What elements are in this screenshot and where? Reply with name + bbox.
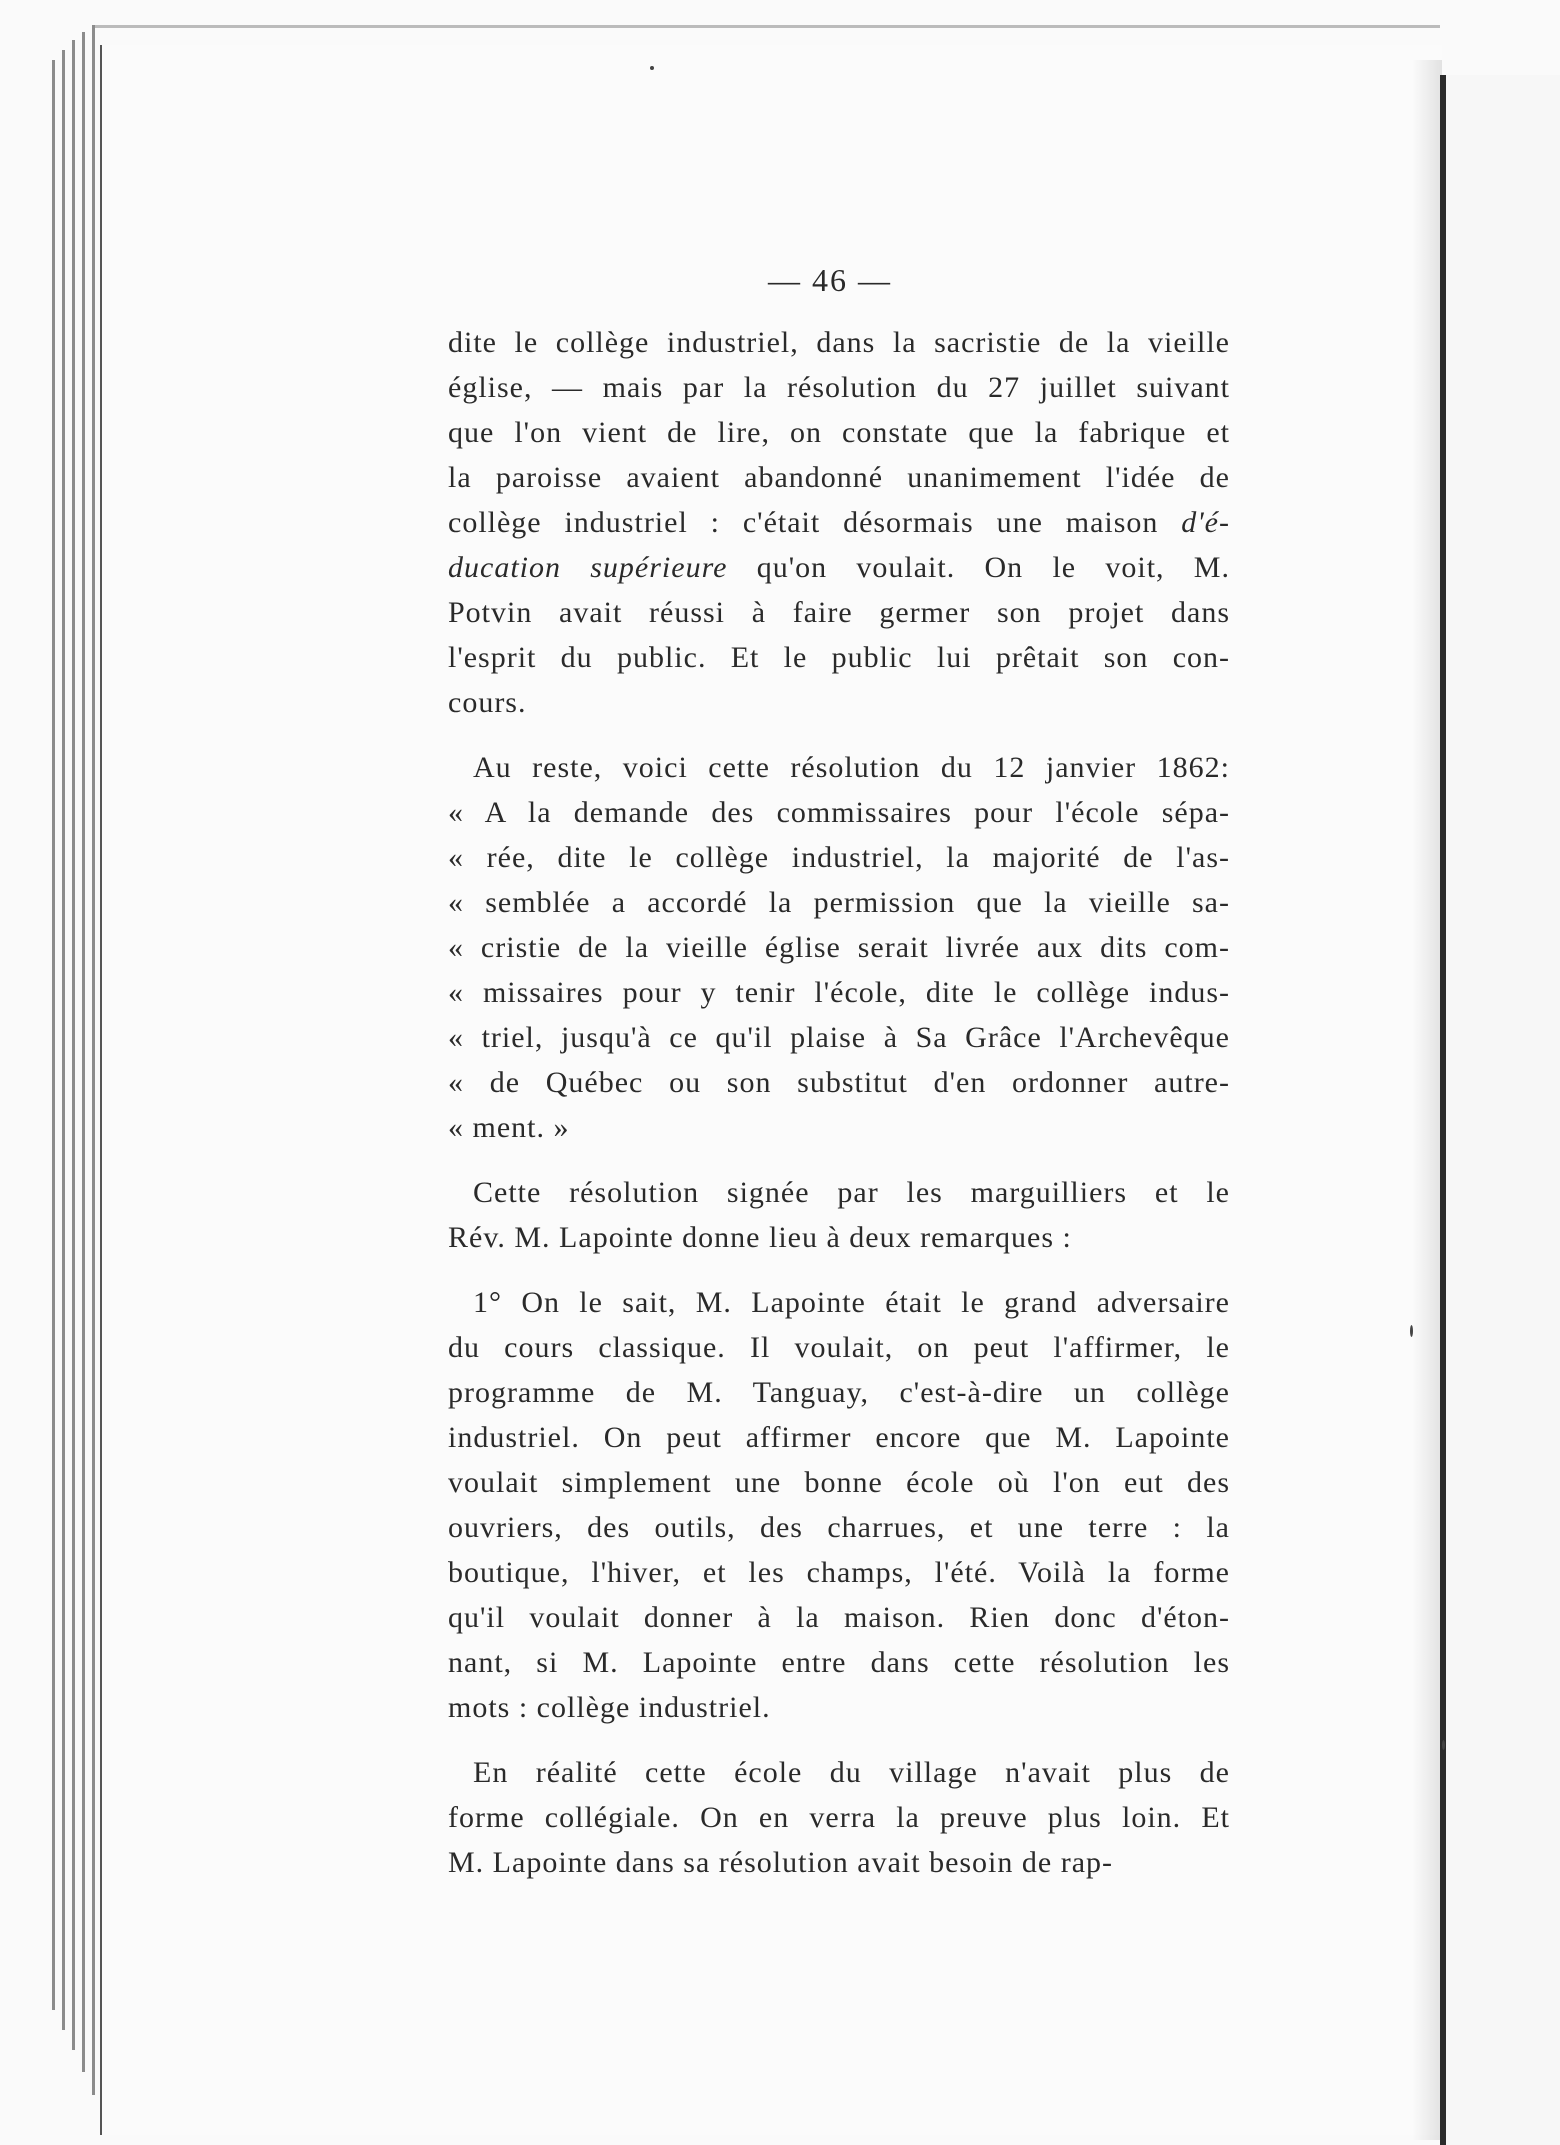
paragraph (448, 320, 1230, 725)
text-line: cours. (448, 686, 527, 719)
text-line: « A la demande des commissaires pour l'école sépa- (448, 796, 1230, 829)
page-stack-edge (72, 40, 75, 2050)
text-line: En réalité cette école du village n'avait plus de (473, 1756, 1230, 1789)
text-line (448, 545, 1230, 590)
page-speck (1410, 1325, 1413, 1337)
text-line: du cours classique. Il voulait, on peut l'affirmer, le (448, 1331, 1230, 1364)
text-line: forme collégiale. On en verra la preuve plus loin. Et (448, 1801, 1230, 1834)
page-stack-edge (92, 25, 95, 2095)
paragraph (448, 1750, 1230, 1885)
text-line: « cristie de la vieille église serait livrée aux dits com- (448, 931, 1230, 964)
text-line: M. Lapointe dans sa résolution avait besoin de rap- (448, 1846, 1114, 1879)
paragraph (448, 1280, 1230, 1730)
text-line: « semblée a accordé la permission que la vieille sa- (448, 886, 1230, 919)
text-line: Au reste, voici cette résolution du 12 janvier 1862: (473, 751, 1230, 784)
text-line: église, — mais par la résolution du 27 juillet suivant (448, 371, 1230, 404)
page-body-text (448, 320, 1230, 1905)
text-line: nant, si M. Lapointe entre dans cette résolution les (448, 1646, 1230, 1679)
text-line: 1° On le sait, M. Lapointe était le grand adversaire (473, 1286, 1230, 1319)
text-line: qu'il voulait donner à la maison. Rien donc d'éton- (448, 1601, 1230, 1634)
page-number: — 46 — (768, 262, 892, 298)
text-segment: collège industriel : c'était désormais une maison (448, 506, 1182, 539)
text-line: « triel, jusqu'à ce qu'il plaise à Sa Grâce l'Archevêque (448, 1021, 1230, 1054)
paragraph (448, 1170, 1230, 1260)
text-line: programme de M. Tanguay, c'est-à-dire un collège (448, 1376, 1230, 1409)
text-line: la paroisse avaient abandonné unanimement l'idée de (448, 461, 1230, 494)
text-segment: qu'on voulait. On le voit, M. (727, 551, 1230, 584)
text-line (448, 500, 1230, 545)
page-top-edge (95, 25, 1440, 28)
text-line: « de Québec ou son substitut d'en ordonner autre- (448, 1066, 1230, 1099)
page-stack-edge (52, 60, 55, 2010)
text-line: que l'on vient de lire, on constate que la fabrique et (448, 416, 1230, 449)
text-line: Cette résolution signée par les marguilliers et le (473, 1176, 1230, 1209)
text-line: boutique, l'hiver, et les champs, l'été. Voilà la forme (448, 1556, 1230, 1589)
facing-page (1440, 75, 1560, 2145)
italic-text: ducation supérieure (448, 551, 728, 584)
text-line: industriel. On peut affirmer encore que M. Lapointe (448, 1421, 1230, 1454)
text-line: ouvriers, des outils, des charrues, et une terre : la (448, 1511, 1230, 1544)
text-line: dite le collège industriel, dans la sacristie de la vieille (448, 326, 1230, 359)
text-line: « ment. » (448, 1111, 570, 1144)
page-speck (1442, 1740, 1445, 1750)
text-line: mots : collège industriel. (448, 1691, 771, 1724)
text-line: Rév. M. Lapointe donne lieu à deux remarques : (448, 1221, 1072, 1254)
paragraph (448, 745, 1230, 1150)
gutter-shadow (1412, 60, 1442, 2140)
text-line: l'esprit du public. Et le public lui prêtait son con- (448, 641, 1230, 674)
page-stack-edge (82, 32, 85, 2072)
page-speck (650, 66, 654, 70)
page-stack-edge (62, 50, 65, 2030)
text-line: Potvin avait réussi à faire germer son projet dans (448, 596, 1230, 629)
text-line: « rée, dite le collège industriel, la majorité de l'as- (448, 841, 1230, 874)
italic-text: d'é- (1181, 506, 1230, 539)
text-line: voulait simplement une bonne école où l'on eut des (448, 1466, 1230, 1499)
text-line: « missaires pour y tenir l'école, dite le collège indus- (448, 976, 1230, 1009)
